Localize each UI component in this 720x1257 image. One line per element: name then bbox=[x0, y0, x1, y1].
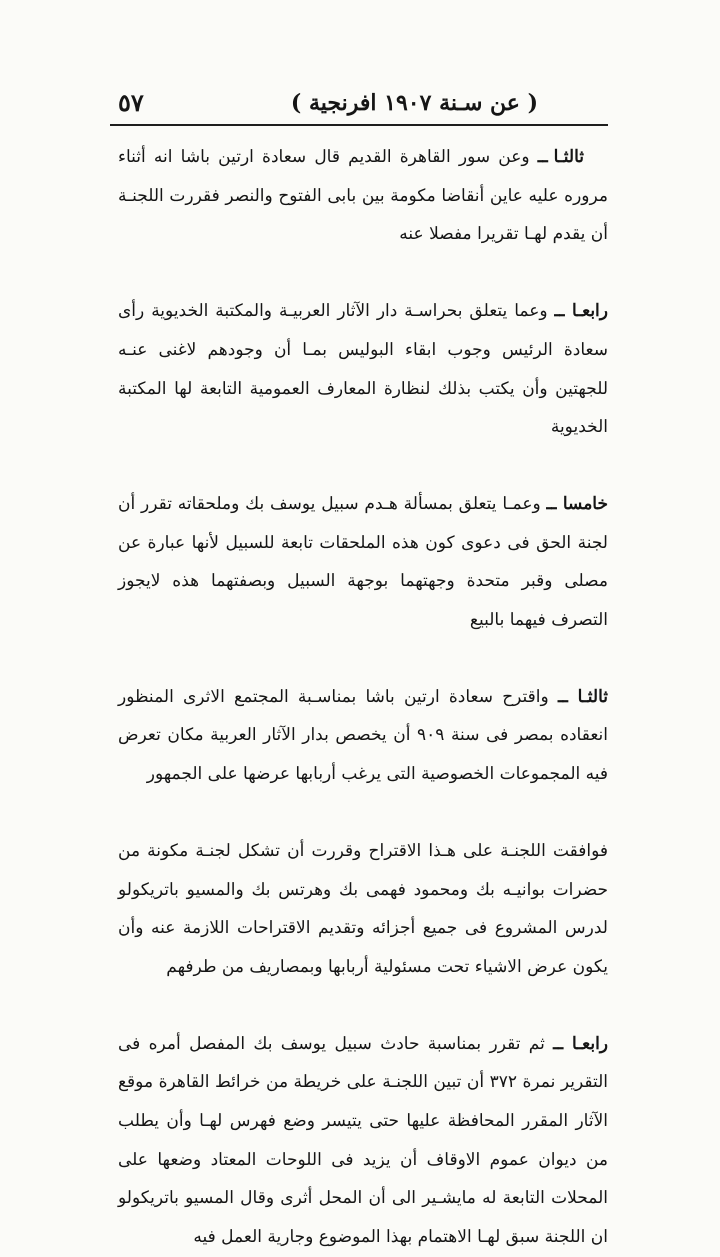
paragraph-text: ثم تقرر بمناسبة حادث سبيل يوسف بك المفصل أمره فى التقرير نمرة ٣٧٢ أن تبين اللجنـة على خريطة من خرائط القاهرة موقع الآثار المقرر المحافظة عليها حتى يتيسر وضع فهرس لهـا وأن يطلب من ديوان عموم الاوقاف أن يزيد فى اللوحات المعتاد وضعها على المحلات التابعة له مايشـير الى أن المحل أثرى وقال المسيو باتريكولو ان اللجنة سبق لهـا الاهتمام بهذا الموضوع وجارية العمل فيه bbox=[118, 1033, 608, 1248]
paragraph-text: وعمـا يتعلق بمسألة هـدم سبيل يوسف بك وملحقاته تقرر أن لجنة الحق فى دعوى كون هذه الملحقات تابعة للسبيل لأنها عبارة عن مصلى وقبر متحدة وجهتهما بوجهة السبيل وبصفتهما هذه لايجوز التصرف فيهما بالبيع bbox=[118, 493, 608, 631]
paragraph-text: واقترح سعادة ارتين باشا بمناسـبة المجتمع الاثرى المنظور انعقاده بمصر فى سنة ٩٠٩ أن يخصص بدار الآثار العربية مكان تعرض فيه المجموعات الخصوصية التى يرغب أربابها عرضها على الجمهور bbox=[118, 686, 608, 785]
paragraph-3 bbox=[118, 485, 608, 640]
page-header bbox=[110, 86, 608, 126]
page-number: ٥٧ bbox=[118, 88, 144, 117]
body-text bbox=[118, 138, 608, 1257]
paragraph-lead: رابعـا ــ bbox=[554, 301, 608, 322]
header-rule bbox=[110, 124, 608, 126]
paragraph-lead: ثالثـا ــ bbox=[537, 147, 584, 167]
running-head: ( عن سـنة ١٩٠٧ افرنجية ) bbox=[290, 90, 538, 116]
paragraph-lead: خامسا ــ bbox=[546, 493, 608, 514]
paragraph-lead: رابعـا ــ bbox=[553, 1033, 608, 1054]
paragraph-text: فوافقت اللجنـة على هـذا الاقتراح وقررت أن تشكل لجنـة مكونة من حضرات بوانيـه بك ومحمود فهمى بك وهرتس بك والمسيو باتريكولو لدرس المشروع فى جميع أجزائه وتقديم الاقتراحات اللازمة عنه وأن يكون عرض الاشياء تحت مسئولية أربابها وبمصاريف من طرفهم bbox=[118, 840, 608, 977]
paragraph-4 bbox=[118, 678, 608, 794]
paragraph-2 bbox=[118, 292, 608, 447]
paragraph-5 bbox=[118, 832, 608, 987]
paragraph-text: وعما يتعلق بحراسـة دار الآثار العربيـة والمكتبة الخديوية رأى سعادة الرئيس وجوب ابقاء البوليس بمـا أن وجودهم لاغنى عنـه للجهتين وأن يكتب بذلك لنظارة المعارف العمومية التابعة لها المكتبة الخديوية bbox=[118, 301, 608, 438]
paragraph-1 bbox=[118, 138, 608, 254]
paragraph-lead: ثالثـا ــ bbox=[557, 686, 609, 707]
paragraph-text: وعن سور القاهرة القديم قال سعادة ارتين باشا انه أثناء مروره عليه عاين أنقاضا مكومة بين بابى الفتوح والنصر فقررت اللجنـة أن يقدم لهـا تقريرا مفصلا عنه bbox=[118, 147, 608, 245]
paragraph-6 bbox=[118, 1025, 608, 1257]
